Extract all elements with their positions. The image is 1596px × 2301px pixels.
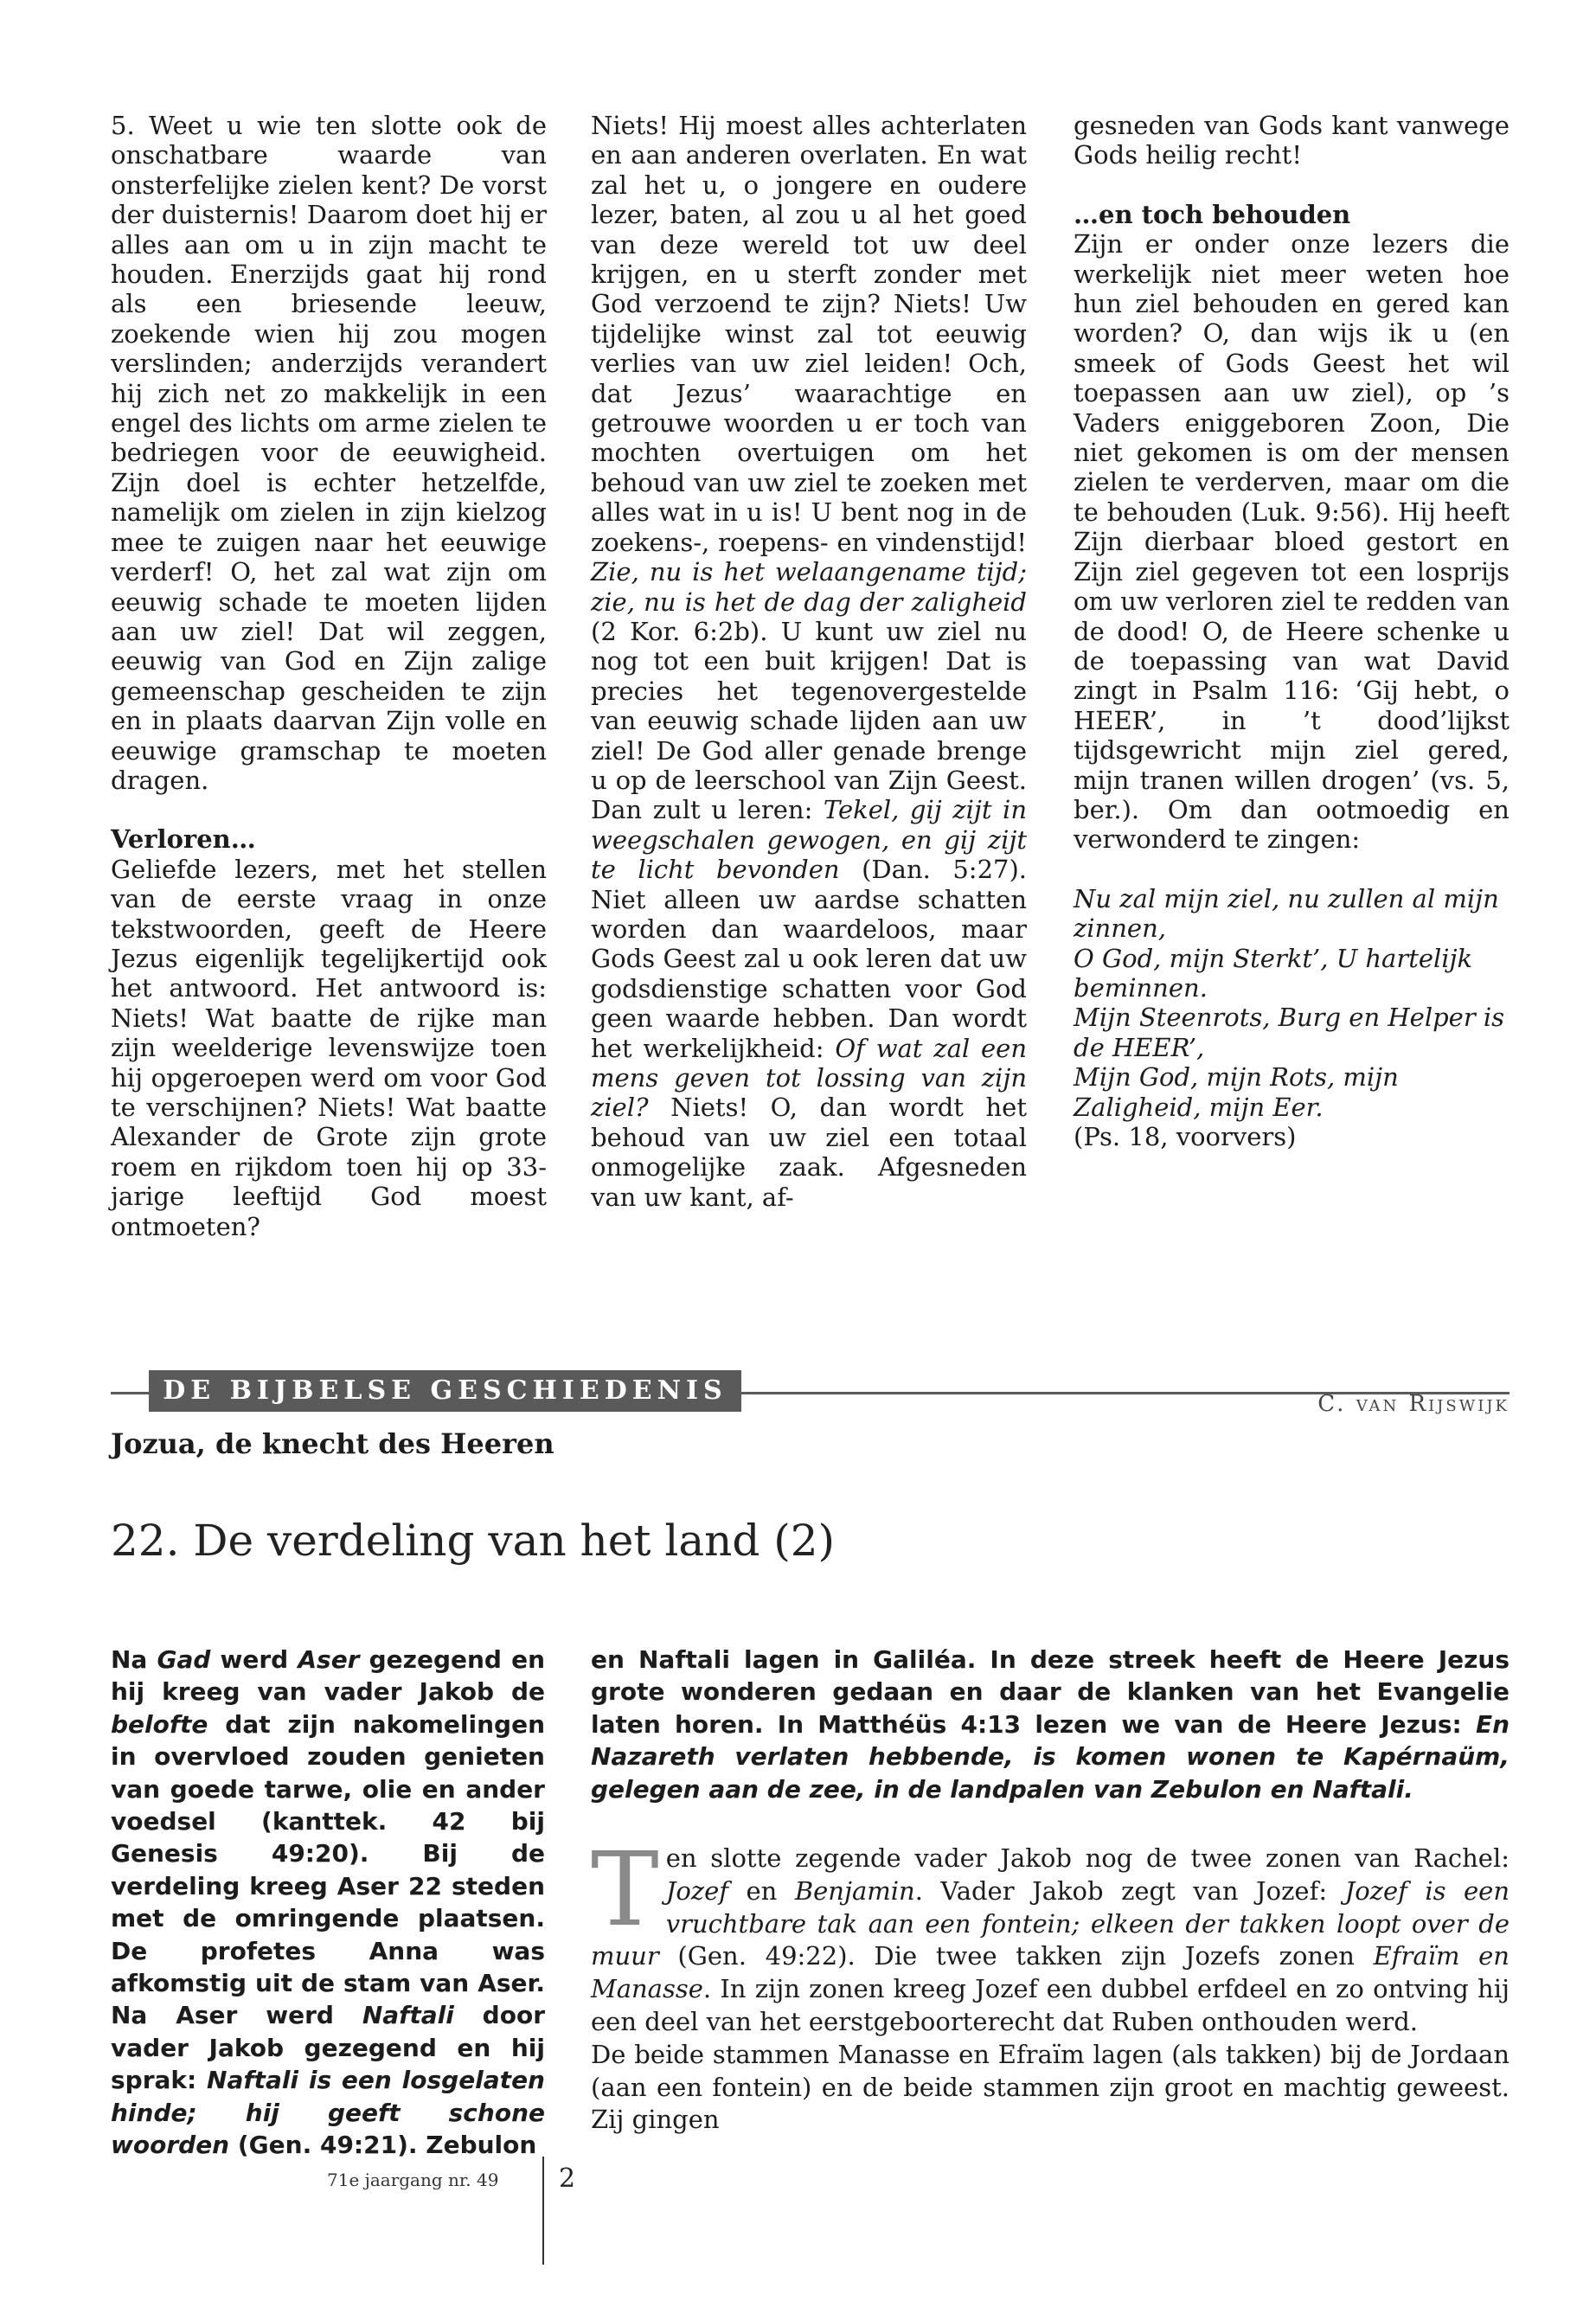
name: Jozef [665,1875,728,1906]
scripture-quote: Of wat zal een mens geven tot lossing van zijn ziel? [591,1033,1028,1123]
name: Efraïm en Manasse [591,1941,1509,2004]
column-3 [1074,111,1509,1151]
text-run: Niets! Hij moest alles achterlaten en aan anderen overlaten. En wat zal het u, o jongere en oudere lezer, baten, al zou u al het goed van deze wereld tot uw deel krijgen, en u sterft zonder met God verzoend te zijn? Niets! Uw tijdelijke winst zal tot eeuwig verlies van uw ziel leiden! Och, dat Jezus’ waarachtige en getrouwe woorden u er toch van mochten overtuigen om het behoud van uw ziel te zoeken met alles wat in u is! U bent nog in de zoekens-, roepens- en vindenstijd! [591,111,1027,557]
scripture-quote: Jozef is een vruchtbare tak aan een fontein; elkeen der takken loopt over de muur [591,1875,1509,1971]
column-1 [111,111,547,1241]
paragraph: De beide stammen Manasse en Efraïm lagen (als takken) bij de Jordaan (aan een fontein) en de beide stammen zijn groot en machtig geweest. Zij gingen [591,2039,1509,2135]
name: Aser [298,1645,360,1674]
intro-paragraph [591,1644,1509,1805]
text-run: (2 Kor. 6:2b). U kunt uw ziel nu nog tot een buit krijgen! Dat is precies het tegenovergestelde van eeuwig schade lijden aan uw ziel! De God aller genade brenge u op de leerschool van Zijn Geest. Dan zult u leren: [591,616,1027,825]
text-run: en [727,1875,795,1906]
drop-cap: T [591,1830,659,1949]
subheading-verloren: Verloren… [111,824,256,855]
name: Gad [157,1645,211,1674]
text-run: (Gen. 49:21). Zebulon [229,2131,537,2160]
paragraph [591,1830,1509,2039]
section-label: DE BIJBELSE GESCHIEDENIS [149,1370,741,1412]
author-name: C. van Rijswijk [1317,1391,1509,1417]
verse-line: Nu zal mijn ziel, nu zullen al mijn zinnen, [1074,883,1499,944]
verse-line: O God, mijn Sterkt’, U hartelijk beminnen. [1074,943,1473,1003]
paragraph: gesneden van Gods kant vanwege Gods heilig recht! [1074,111,1509,170]
verse-line: Mijn God, mijn Rots, mijn Zaligheid, mijn Eer. [1074,1062,1399,1122]
text-run: Niets! O, dan wordt het behoud van uw ziel een totaal onmogelijke zaak. Afgesneden van uw kant, af- [591,1093,1027,1212]
intro-left [111,1644,545,2162]
verse-line: Mijn Steenrots, Burg en Helper is de HEER’, [1074,1003,1505,1062]
text-run: en Naftali lagen in Galiléa. In deze streek heeft de Heere Jezus grote wonderen gedaan en daar de klanken van het Evangelie laten horen. In Matthéüs 4:13 lezen we van de Heere Jezus: [591,1645,1509,1739]
verse-reference: (Ps. 18, voorvers) [1074,1122,1297,1151]
paragraph: Geliefde lezers, met het stellen van de eerste vraag in onze tekstwoorden, geeft de Heere Jezus eigenlijk tegelijkertijd ook het antwoord. Het antwoord is: Niets! Wat baatte de rijke man zijn weelderige levenswijze toen hij opgeroepen werd om voor God te verschijnen? Niets! Wat baatte Alexander de Grote zijn grote roem en rijkdom toen hij op 33-jarige leeftijd God moest ontmoeten? [111,854,547,1241]
series-title: Jozua, de knecht des Heeren [111,1427,554,1460]
issue-info: 71e jaargang nr. 49 [327,2170,499,2190]
emphasis: belofte [111,1709,208,1739]
text-run: . In zijn zonen kreeg Jozef een dubbel erfdeel en zo ontving hij een deel van het eerstgeboorterecht dat Ruben onthouden werd. [591,1974,1509,2036]
text-run: . Vader Jakob zegt van Jozef: [914,1875,1345,1906]
intro-right [591,1644,1509,1805]
intro-paragraph [111,1644,545,2162]
text-run: dat zijn nakomelingen in overvloed zouden genieten van goede tarwe, olie en ander voedsel (kanttek. 42 bij Genesis 49:20). Bij de verdeling kreeg Aser 22 steden met de omringende plaatsen. De profetes Anna was afkomstig uit de stam van Aser. Na Aser werd [111,1709,545,2030]
text-run: Na [111,1645,157,1674]
text-run: door vader Jakob gezegend en hij sprak: [111,2001,545,2095]
article-body [591,1830,1509,2137]
paragraph [591,111,1027,1212]
page-number: 2 [559,2163,576,2194]
text-run: (Gen. 49:22). Die twee takken zijn Jozefs zonen [658,1941,1374,1971]
psalm-verse [1074,884,1509,1152]
text-run: en slotte zegende vader Jakob nog de twee zonen van Rachel: [665,1843,1509,1873]
article-title: 22. De verdeling van het land (2) [111,1516,836,1566]
column-2 [591,111,1027,1212]
scripture-quote: En Nazareth verlaten hebbende, is komen wonen te Kapérnaüm, gelegen aan de zee, in de landpalen van Zebulon en Naftali. [591,1709,1509,1804]
scripture-quote: Tekel, gij zijt in weegschalen gewogen, en gij zijt te licht bevonden [591,795,1027,885]
footer-divider [542,2157,544,2265]
text-run: (Dan. 5:27). Niet alleen uw aardse schatten worden dan waardeloos, maar Gods Geest zal u ook leren dat uw godsdienstige schatten voor God geen waarde hebben. Dan wordt het werkelijkheid: [591,855,1027,1063]
scripture-quote: Naftali is een losgelaten hinde; hij geeft schone woorden [111,2066,545,2160]
paragraph: Zijn er onder onze lezers die werkelijk niet meer weten hoe hun ziel behouden en gered kan worden? O, dan wijs ik u (en smeek of Gods Geest het wil toepassen aan uw ziel), op ’s Vaders eniggeboren Zoon, Die niet gekomen is om der mensen zielen te verderven, maar om die te behouden (Luk. 9:56). Hij heeft Zijn dierbaar bloed gestort en Zijn ziel gegeven tot een losprijs om uw verloren ziel te redden van de dood! O, de Heere schenke u de toepassing van wat David zingt in Psalm 116: ‘Gij hebt, o HEER’, in ’t dood’lijkst tijdsgewricht mijn ziel gered, mijn tranen willen drogen’ (vs. 5, ber.). Om dan ootmoedig en verwonderd te zingen: [1074,229,1509,855]
name: Benjamin [794,1875,915,1906]
paragraph: 5. Weet u wie ten slotte ook de onschatbare waarde van onsterfelijke zielen kent? De vorst der duisternis! Daarom doet hij er alles aan om u in zijn macht te houden. Enerzijds gaat hij rond als een briesende leeuw, zoekende wien hij zou mogen verslinden; anderzijds verandert hij zich net zo makkelijk in een engel des lichts om arme zielen te bedriegen voor de eeuwigheid. Zijn doel is echter hetzelfde, namelijk om zielen in zijn kielzog mee te zuigen naar het eeuwige verderf! O, het zal wat zijn om eeuwig schade te moeten lijden aan uw ziel! Dat wil zeggen, eeuwig van God en Zijn zalige gemeenschap gescheiden te zijn en in plaats daarvan Zijn volle en eeuwige gramschap te moeten dragen. [111,111,547,795]
subheading-behouden: …en toch behouden [1074,199,1351,229]
text-run: werd [210,1645,298,1674]
text-run: gezegend en hij kreeg van vader Jakob de [111,1645,546,1707]
scripture-quote: Zie, nu is het welaangename tijd; zie, nu is het de dag der zaligheid [591,557,1027,617]
name: Naftali [362,2001,454,2030]
